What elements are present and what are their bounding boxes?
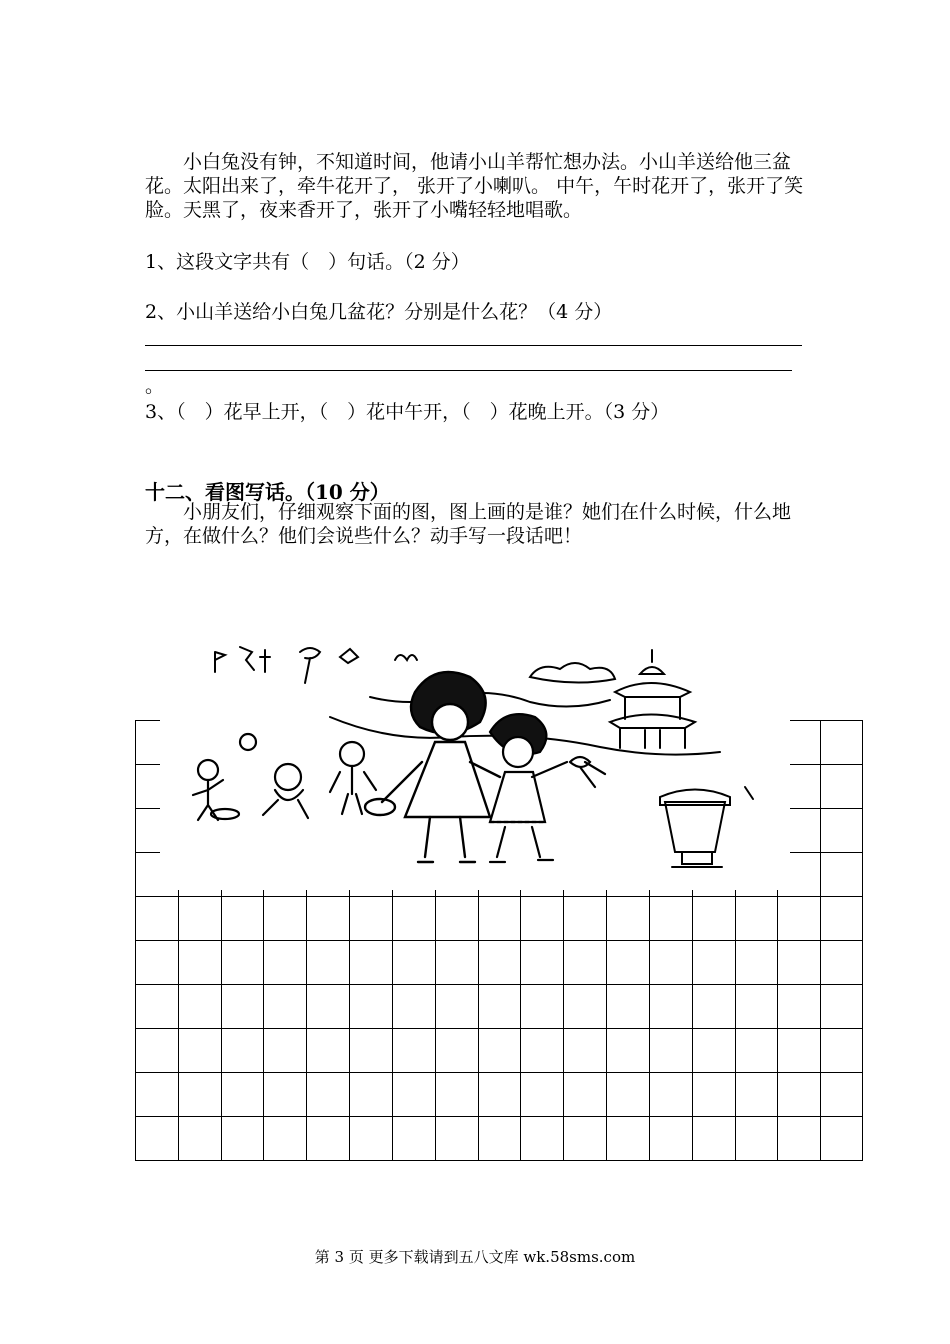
section-heading: 十二、看图写话。（10 分） — [145, 480, 390, 504]
answer-line-1 — [145, 345, 802, 346]
reading-passage: 小白兔没有钟，不知道时间，他请小山羊帮忙想办法。小山羊送给他三盆花。太阳出来了，牵牛花开了， 张开了小喇叭。 中午，午时花开了，张开了笑脸。天黑了，夜来香开了，张开了小嘴轻轻地唱歌。 — [145, 151, 804, 221]
page-footer: 第 3 页 更多下载请到五八文库 wk.58sms.com — [314, 1248, 636, 1266]
question-2: 2、小山羊送给小白兔几盆花？分别是什么花？（4 分） — [145, 301, 613, 323]
girl-figure — [490, 714, 605, 862]
pagoda-icon — [610, 650, 695, 748]
illustration — [160, 622, 790, 890]
answer-end-mark: 。 — [145, 375, 165, 397]
children-group — [193, 734, 376, 820]
flying-kites-icon — [215, 647, 417, 683]
answer-line-2 — [145, 370, 792, 371]
question-1: 1、这段文字共有（ ）句话。（2 分） — [145, 251, 470, 273]
question-3: 3、（ ）花早上开，（ ）花中午开，（ ）花晚上开。（3 分） — [145, 401, 670, 423]
clouds-icon — [370, 663, 615, 707]
trash-bin-icon — [660, 787, 753, 867]
section-instructions: 小朋友们，仔细观察下面的图，图上画的是谁？她们在什么时候，什么地方，在做什么？他们会说些什么？动手写一段话吧！ — [145, 501, 792, 547]
